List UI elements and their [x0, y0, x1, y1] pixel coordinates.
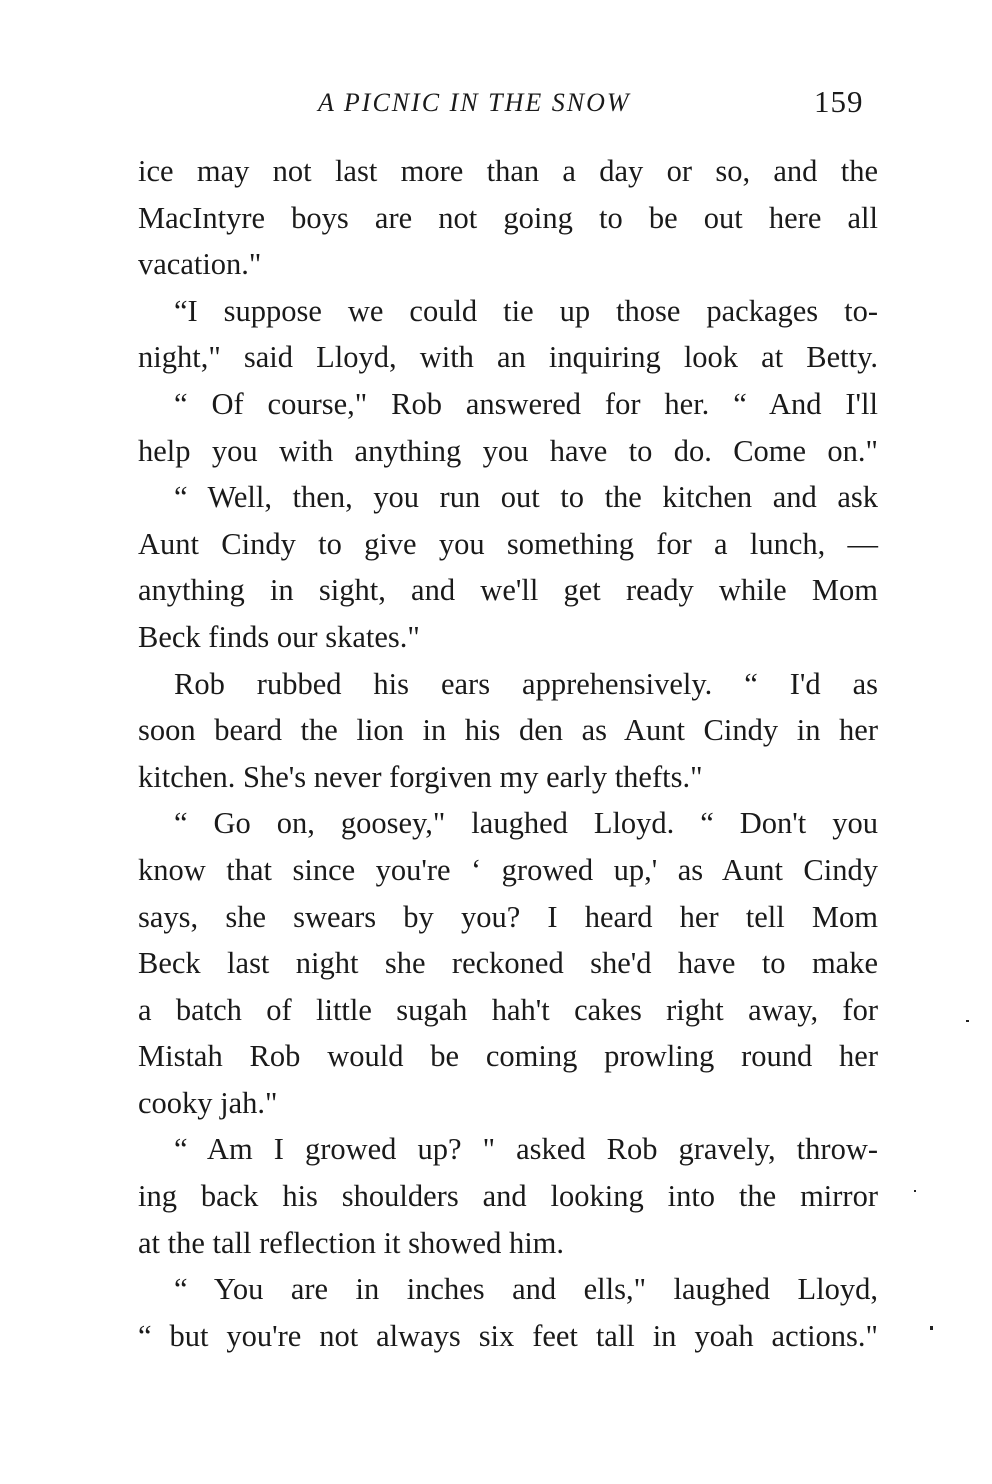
text-line: Beck last night she reckoned she'd have to make	[138, 946, 878, 981]
text-line: kitchen. She's never forgiven my early thefts."	[138, 759, 703, 794]
scan-speck	[966, 1020, 969, 1022]
text-line: “ Go on, goosey," laughed Lloyd. “ Don't you	[174, 806, 878, 841]
text-line: help you with anything you have to do. Come on."	[138, 433, 878, 468]
text-line: cooky jah."	[138, 1085, 278, 1120]
text-line: ice may not last more than a day or so, and the	[138, 154, 878, 188]
text-line: night," said Lloyd, with an inquiring look at Betty.	[138, 340, 878, 375]
body-text	[138, 148, 878, 1359]
text-line: “I suppose we could tie up those packages to-	[174, 293, 878, 328]
text-line: “ Am I growed up? " asked Rob gravely, throw-	[174, 1132, 878, 1167]
text-line: soon beard the lion in his den as Aunt Cindy in her	[138, 713, 878, 748]
text-line: know that since you're ‘ growed up,' as Aunt Cindy	[138, 852, 878, 887]
text-line: “ Of course," Rob answered for her. “ And I'll	[174, 386, 878, 421]
text-line: “ You are in inches and ells," laughed Lloyd,	[174, 1272, 878, 1307]
text-line: Beck finds our skates."	[138, 619, 420, 654]
text-line: “ Well, then, you run out to the kitchen and ask	[174, 480, 878, 515]
text-line: Rob rubbed his ears apprehensively. “ I'd as	[174, 666, 878, 701]
scan-speck	[930, 1326, 933, 1330]
text-line: “ but you're not always six feet tall in yoah actions."	[138, 1318, 878, 1353]
page-number: 159	[814, 84, 864, 119]
page-header	[0, 84, 992, 124]
text-line: at the tall reflection it showed him.	[138, 1225, 565, 1260]
scan-speck	[914, 1190, 916, 1192]
text-line: anything in sight, and we'll get ready while Mom	[138, 573, 878, 608]
text-line: a batch of little sugah hah't cakes right away, for	[138, 992, 878, 1027]
running-title: A PICNIC IN THE SNOW	[318, 88, 631, 117]
text-line: says, she swears by you? I heard her tell Mom	[138, 899, 878, 934]
text-line: vacation."	[138, 247, 262, 282]
text-line: ing back his shoulders and looking into the mirror	[138, 1179, 878, 1214]
text-line: MacIntyre boys are not going to be out here all	[138, 200, 878, 235]
text-line: Aunt Cindy to give you something for a lunch, —	[138, 526, 878, 561]
text-line: Mistah Rob would be coming prowling round her	[138, 1039, 878, 1074]
